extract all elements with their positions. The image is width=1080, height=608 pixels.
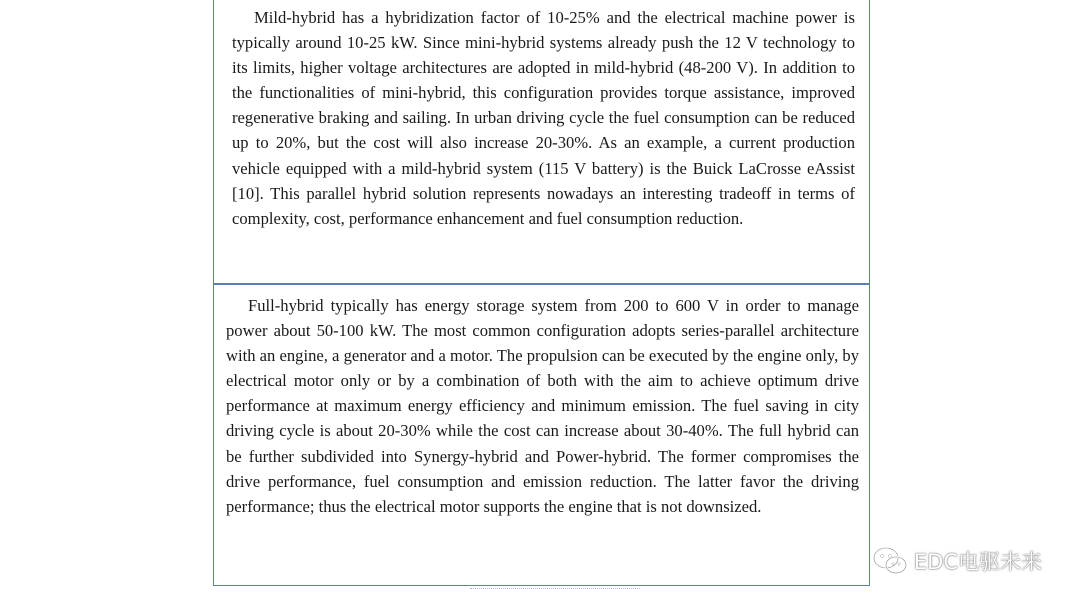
mild-hybrid-text-box [213,0,870,284]
full-hybrid-text-box [213,284,870,586]
cropped-caption-remnant [470,588,640,593]
full-hybrid-paragraph: Full-hybrid typically has energy storage system from 200 to 600 V in order to manage power about 50-100 kW. The most common configuration adopts series-parallel architecture with an engine, a generator and a motor. The propulsion can be executed by the engine only, by electrical motor only or by a combination of both with the aim to achieve optimum drive performance at maximum energy efficiency and minimum emission. The fuel saving in city driving cycle is about 20-30% while the cost can increase about 30-40%. The full hybrid can be further subdivided into Synergy-hybrid and Power-hybrid. The former compromises the drive performance, fuel consumption and emission reduction. The latter favor the driving performance; thus the electrical motor supports the engine that is not downsized. [226,296,859,516]
mild-hybrid-paragraph: Mild-hybrid has a hybridization factor of 10-25% and the electrical machine power is typically around 10-25 kW. Since mini-hybrid systems already push the 12 V technology to its limits, higher voltage architectures are adopted in mild-hybrid (48-200 V). In addition to the functionalities of mini-hybrid, this configuration provides torque assistance, improved regenerative braking and sailing. In urban driving cycle the fuel consumption can be reduced up to 20%, but the cost will also increase 20-30%. As an example, a current production vehicle equipped with a mild-hybrid system (115 V battery) is the Buick LaCrosse eAssist [10]. This parallel hybrid solution represents nowadays an interesting tradeoff in terms of complexity, cost, performance enhancement and fuel consumption reduction. [232,8,855,228]
watermark [872,546,1042,576]
watermark-text: EDC电驱未来 [913,550,1042,574]
wechat-icon [872,546,908,576]
